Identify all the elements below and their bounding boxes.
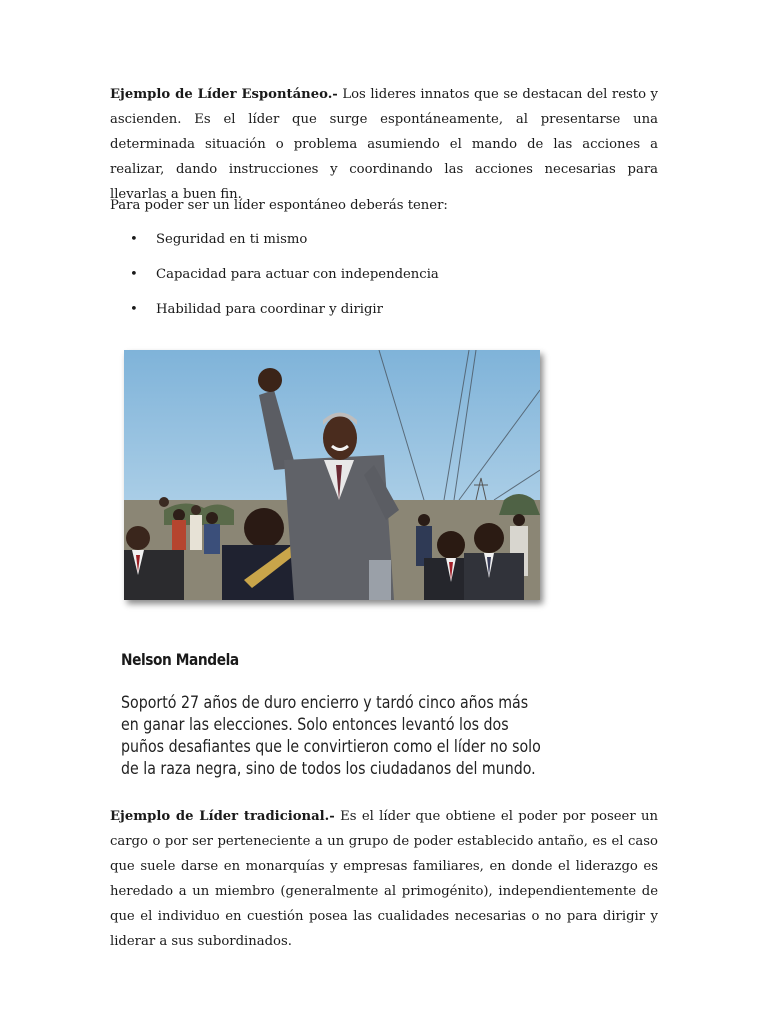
text-lider-tradicional: Es el líder que obtiene el poder por poseer un cargo o por ser perteneciente a un grupo de poder establecido antaño, es el caso que suele darse en monarquías y empresas familiares, en donde el liderazgo es heredado a un miembro (generalmente al primogénito), independientemente de que el individuo en cuestión posea las cualidades necesarias o no para dirigir y liderar a sus subordinados. [110,809,658,949]
list-item [130,228,439,263]
heading-lider-tradicional: Ejemplo de Líder tradicional.- [110,809,335,824]
text-lider-espontaneo: Los lideres innatos que se destacan del resto y ascienden. Es el líder que surge espontáneamente, al presentarse una determinada situación o problema asumiendo el mando de las acciones a realizar, dando instrucciones y coordinando las acciones necesarias para llevarlas a buen fin. [110,87,658,202]
bullet-icon: • [130,267,138,282]
bullet-icon: • [130,232,138,247]
bullet-list [130,228,439,333]
photo-illustration [124,350,540,600]
list-item [130,298,439,333]
paragraph-lider-tradicional [110,804,658,954]
mandela-photo [124,350,540,600]
list-item-text: Seguridad en ti mismo [156,232,308,247]
list-item-text: Habilidad para coordinar y dirigir [156,302,383,317]
caption-body: Soportó 27 años de duro encierro y tardó cinco años más en ganar las elecciones. Solo entonces levantó los dos puños desafiantes que le convirtieron como el líder no solo de la raza negra, sino de todos los ciudadanos del mundo. [121,693,541,778]
intro-text: Para poder ser un líder espontáneo deberás tener: [110,198,448,213]
list-item-text: Capacidad para actuar con independencia [156,267,439,282]
heading-lider-espontaneo: Ejemplo de Líder Espontáneo.- [110,87,338,102]
paragraph-lider-espontaneo [110,82,658,207]
caption-title: Nelson Mandela [121,650,239,669]
bullet-icon: • [130,302,138,317]
list-item [130,263,439,298]
